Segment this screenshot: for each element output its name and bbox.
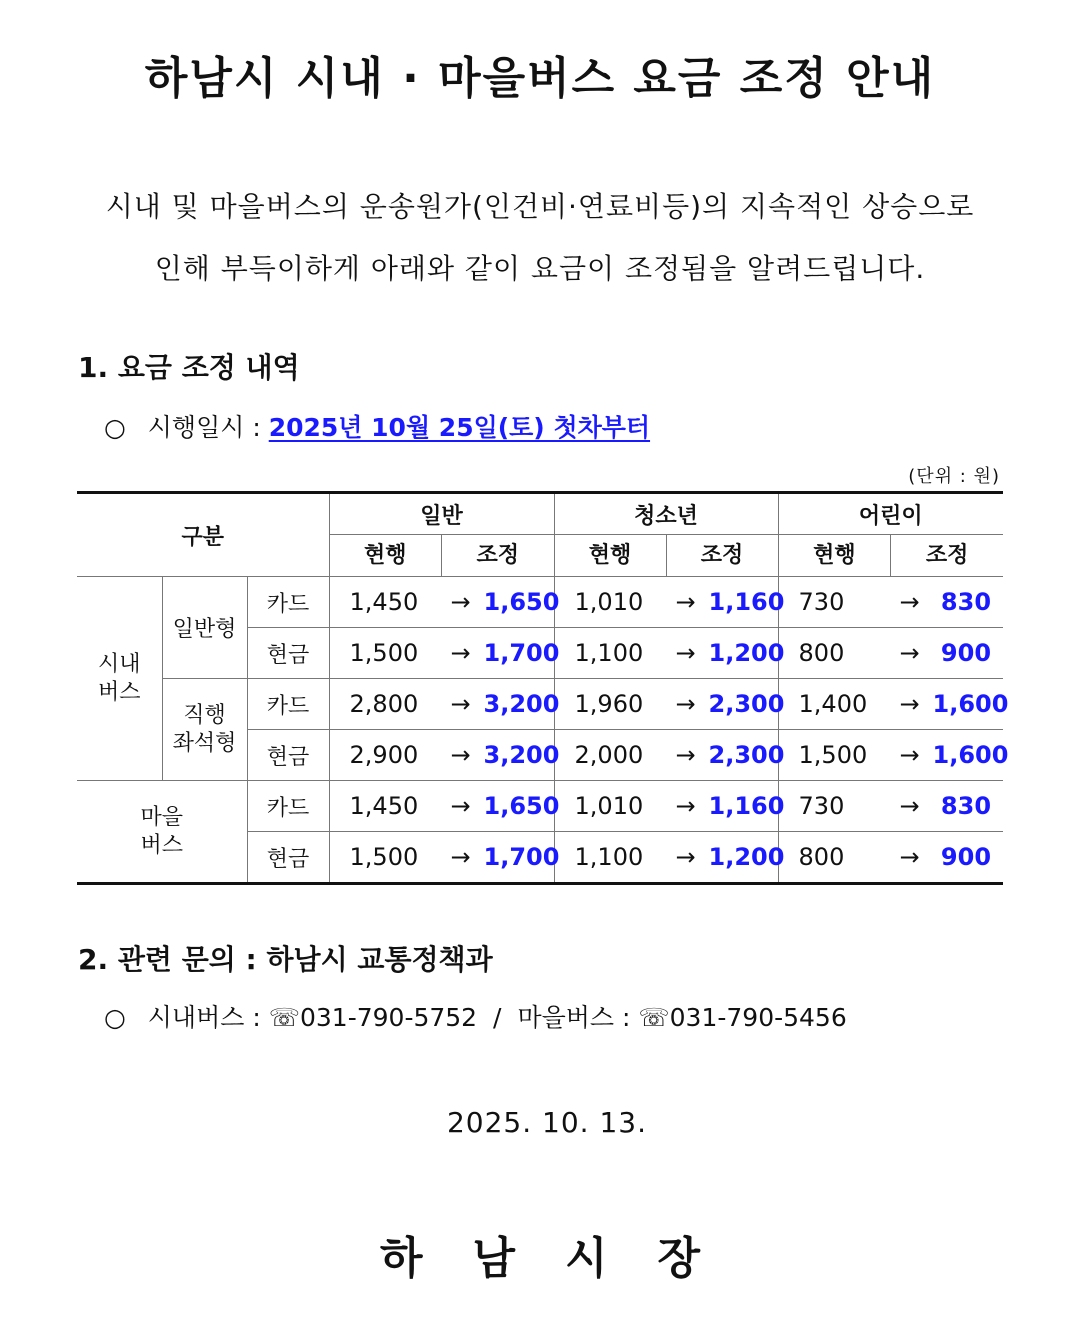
sub-adjusted: 조정 [700,543,744,568]
fare-current: 2,900 [349,741,419,769]
arrow-icon: → [450,792,471,820]
fare-adjusted: 830 [940,792,992,820]
fare-adjusted: 2,300 [708,690,785,718]
payment-card: 카드 [247,577,329,628]
fare-cell-child [778,628,1003,679]
fare-current: 800 [798,843,845,871]
fare-adjusted: 900 [940,843,992,871]
arrow-icon: → [675,741,696,769]
fare-cell-youth [554,628,785,679]
express-type-label [162,679,247,781]
fare-cell-child [778,781,1003,832]
fare-cell-general [329,730,560,781]
fare-current: 1,010 [574,792,644,820]
fare-adjusted: 2,300 [708,741,785,769]
arrow-icon: → [675,690,696,718]
arrow-icon: → [450,690,471,718]
header-youth-sub [554,535,778,577]
fare-adjusted: 3,200 [483,690,560,718]
fare-current: 1,100 [574,639,644,667]
header-general-sub [329,535,554,577]
fare-cell-child [778,730,1009,781]
arrow-icon: → [899,792,920,820]
fare-cell-child [778,577,1003,628]
fare-current: 1,450 [349,588,419,616]
payment-cash: 현금 [247,628,329,679]
fare-current: 1,960 [574,690,644,718]
fare-current: 730 [798,588,845,616]
fare-cell-general [329,628,560,679]
fare-current: 1,500 [349,843,419,871]
fare-adjusted: 1,700 [483,639,560,667]
fare-cell-child [778,832,1003,884]
effective-date-value: 2025년 10월 25일(토) 첫차부터 [268,413,651,442]
fare-cell-youth [554,781,785,832]
village-bus-phone: 031-790-5456 [669,1003,847,1032]
bullet-circle-icon: ○ [104,413,126,442]
arrow-icon: → [675,588,696,616]
payment-card: 카드 [247,781,329,832]
arrow-icon: → [450,843,471,871]
fare-adjusted: 1,650 [483,792,560,820]
arrow-icon: → [899,741,920,769]
page-title: 하남시 시내 · 마을버스 요금 조정 안내 [144,53,936,104]
section-2-heading: 2. 관련 문의 : 하남시 교통정책과 [78,943,493,976]
header-child-sub [778,535,1003,577]
fare-current: 1,400 [798,690,868,718]
arrow-icon: → [675,792,696,820]
village-bus-text: 마을 버스 [140,804,183,858]
fare-current: 1,500 [349,639,419,667]
arrow-icon: → [450,588,471,616]
arrow-icon: → [899,843,920,871]
effective-date-label: 시행일시 : [147,413,261,442]
fare-adjusted: 1,600 [932,690,1009,718]
intro-line-1: 시내 및 마을버스의 운송원가(인건비·연료비등)의 지속적인 상승으로 [105,190,975,223]
fare-cell-youth [554,730,785,781]
fare-adjusted: 3,200 [483,741,560,769]
village-bus-label [77,781,247,884]
fare-current: 730 [798,792,845,820]
express-type-text: 직행 좌석형 [172,702,237,756]
sub-adjusted: 조정 [925,543,969,568]
fare-cell-general [329,679,560,730]
unit-note: (단위 : 원) [908,466,1000,487]
fare-cell-general [329,832,560,884]
city-bus-contact-label: 시내버스 : [147,1003,261,1032]
fare-adjusted: 1,650 [483,588,560,616]
section-1-heading: 1. 요금 조정 내역 [78,351,300,384]
header-youth: 청소년 [554,493,778,535]
effective-date-line [104,408,650,444]
sub-current: 현행 [330,535,443,576]
intro-line-2: 인해 부득이하게 아래와 같이 요금이 조정됨을 알려드립니다. [154,252,926,285]
contact-line [104,998,847,1034]
fare-adjusted: 1,200 [708,843,785,871]
payment-cash: 현금 [247,730,329,781]
fare-current: 1,100 [574,843,644,871]
fare-current: 1,500 [798,741,868,769]
arrow-icon: → [675,843,696,871]
fare-table [77,491,1009,885]
fare-cell-general [329,577,560,628]
city-bus-phone: 031-790-5752 [299,1003,478,1032]
arrow-icon: → [899,588,920,616]
header-category: 구분 [77,493,329,577]
fare-cell-child [778,679,1009,730]
header-child: 어린이 [778,493,1003,535]
arrow-icon: → [450,741,471,769]
fare-adjusted: 1,160 [708,792,785,820]
header-general: 일반 [329,493,554,535]
fare-current: 2,800 [349,690,419,718]
fare-cell-youth [554,832,785,884]
arrow-icon: → [675,639,696,667]
arrow-icon: → [450,639,471,667]
intro-text [60,176,1020,300]
fare-adjusted: 900 [940,639,992,667]
sub-current: 현행 [555,535,667,576]
city-bus-text: 시내 버스 [97,651,141,705]
regular-type-label: 일반형 [162,577,247,679]
village-bus-contact-label: 마을버스 : [517,1003,631,1032]
fare-current: 2,000 [574,741,644,769]
notice-date: 2025. 10. 13. [446,1106,648,1139]
fare-adjusted: 1,160 [708,588,785,616]
fare-cell-youth [554,577,785,628]
arrow-icon: → [899,639,920,667]
arrow-icon: → [899,690,920,718]
fare-current: 800 [798,639,845,667]
contact-separator: / [493,1003,502,1032]
fare-cell-general [329,781,560,832]
mayor-signature: 하남시장 [379,1233,750,1284]
sub-adjusted: 조정 [476,543,520,568]
bullet-circle-icon: ○ [104,1003,126,1032]
fare-adjusted: 1,700 [483,843,560,871]
phone-icon: ☏ [268,1003,300,1032]
city-bus-label [77,577,162,781]
fare-adjusted: 830 [940,588,992,616]
payment-card: 카드 [247,679,329,730]
fare-cell-youth [554,679,785,730]
fare-adjusted: 1,200 [708,639,785,667]
fare-adjusted: 1,600 [932,741,1009,769]
fare-current: 1,450 [349,792,419,820]
fare-current: 1,010 [574,588,644,616]
payment-cash: 현금 [247,832,329,884]
phone-icon: ☏ [638,1003,670,1032]
sub-current: 현행 [779,535,892,576]
